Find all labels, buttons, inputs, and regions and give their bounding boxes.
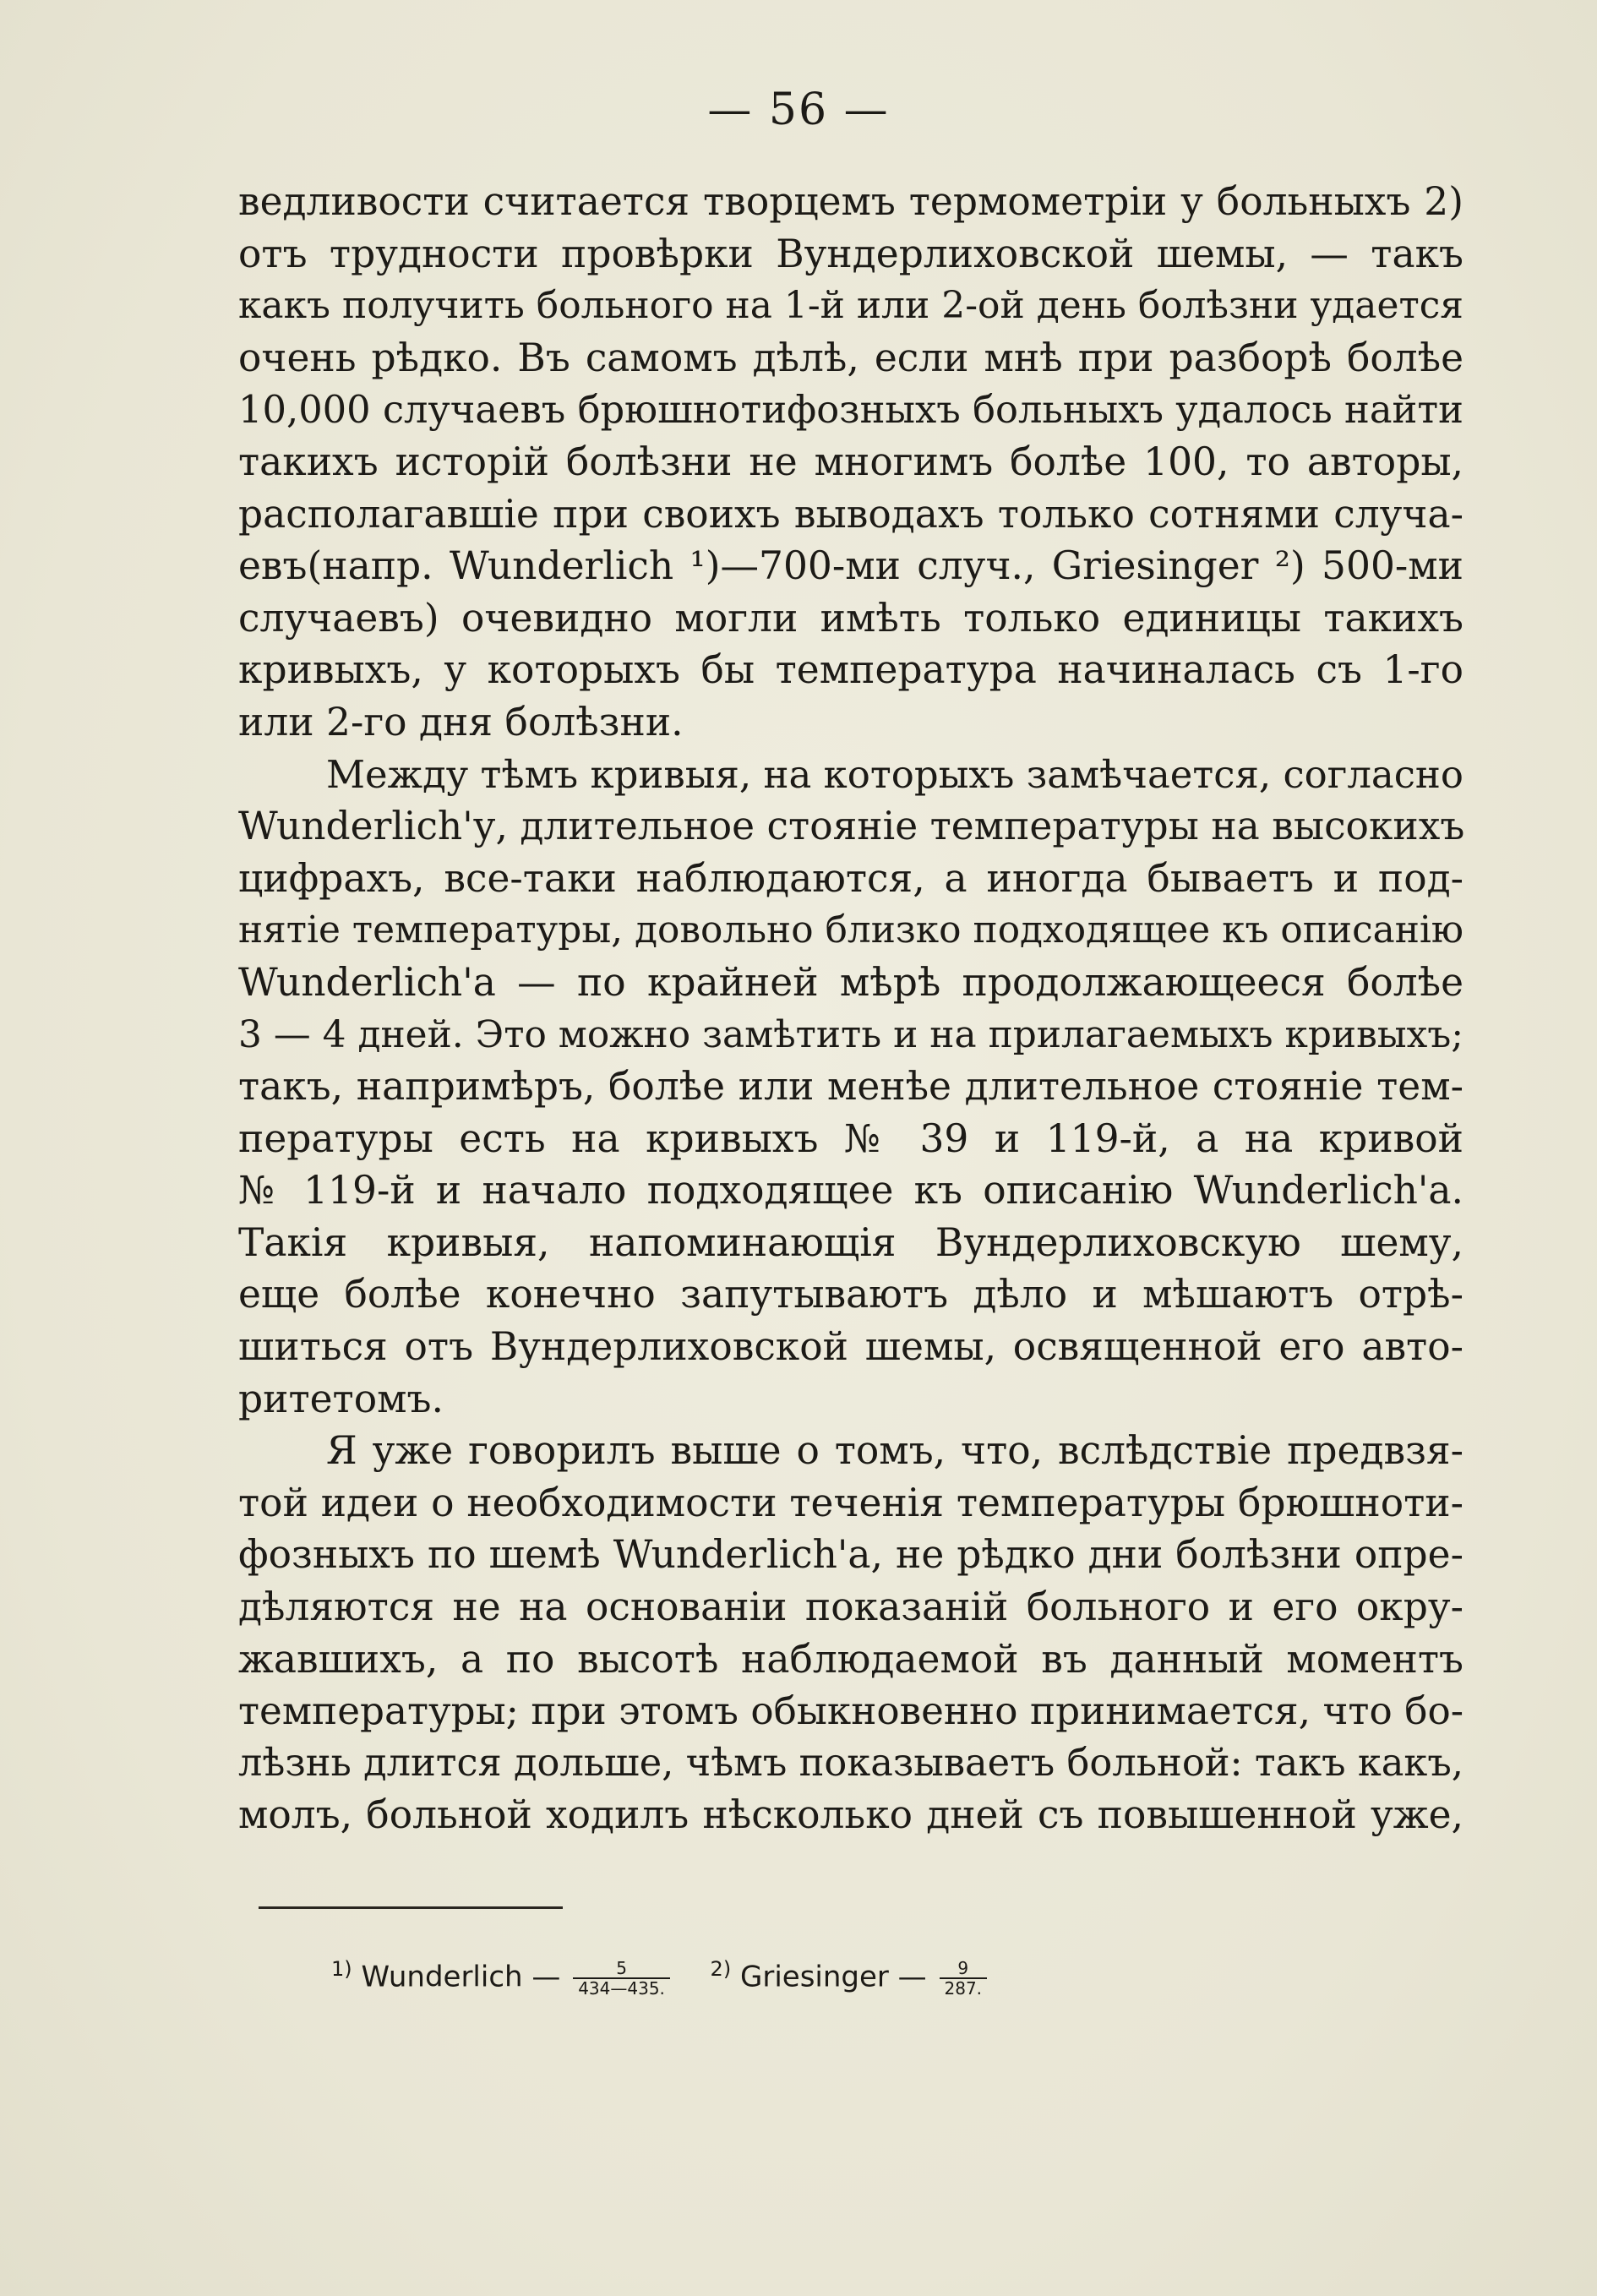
page-number: — 56 — xyxy=(707,85,890,135)
text-line: лѣзнь длится дольше, чѣмъ показываетъ больной: такъ какъ, xyxy=(238,1740,1463,1785)
text-line: отъ трудности провѣрки Вундерлиховской шемы, — такъ xyxy=(238,231,1463,276)
text-line: ведливости считается творцемъ термометріи у больныхъ 2) xyxy=(238,179,1463,224)
text-line: шиться отъ Вундерлиховской шемы, освященной его авто- xyxy=(238,1324,1463,1370)
text-line: цифрахъ, все-таки наблюдаются, а иногда бываетъ и под- xyxy=(238,855,1463,901)
text-line: или 2-го дня болѣзни. xyxy=(238,699,684,744)
footnote-marker: 2) xyxy=(710,1957,732,1981)
text-line: температуры; при этомъ обыкновенно принимается, что бо- xyxy=(238,1688,1463,1734)
footnote-fraction xyxy=(573,1959,670,1998)
text-line: нятіе температуры, довольно близко подходящее къ описанію xyxy=(238,908,1463,952)
text-line: какъ получить больного на 1-й или 2-ой день болѣзни удается xyxy=(238,284,1463,328)
fraction-numerator: 9 xyxy=(957,1957,969,1978)
footnote-divider xyxy=(259,1906,563,1909)
footnote-1 xyxy=(331,1944,673,2002)
text-line: очень рѣдко. Въ самомъ дѣлѣ, если мнѣ при разборѣ болѣе xyxy=(238,335,1463,380)
fraction-denominator: 434—435. xyxy=(573,1977,670,1998)
text-line: Wunderlich'a — по крайней мѣрѣ продолжающееся болѣе xyxy=(238,959,1463,1005)
footnote-marker: 1) xyxy=(331,1957,352,1981)
text-line: жавшихъ, а по высотѣ наблюдаемой въ данный моментъ xyxy=(238,1636,1463,1682)
text-line: еще болѣе конечно запутываютъ дѣло и мѣшаютъ отрѣ- xyxy=(238,1272,1463,1317)
text-line: кривыхъ, у которыхъ бы температура начиналась съ 1-го xyxy=(238,647,1463,693)
text-line: располагавшіе при своихъ выводахъ только сотнями случа- xyxy=(238,491,1463,537)
body-text xyxy=(238,176,1463,1841)
footnotes xyxy=(331,1944,990,2002)
text-line: 10,000 случаевъ брюшнотифозныхъ больныхъ удалось найти xyxy=(238,387,1463,433)
fraction-numerator: 5 xyxy=(616,1957,627,1978)
text-line: евъ(напр. Wunderlich ¹)—700-ми случ., Griesinger ²) 500-ми xyxy=(238,543,1463,589)
text-line: фозныхъ по шемѣ Wunderlich'a, не рѣдко дни болѣзни опре- xyxy=(238,1532,1463,1578)
text-line: такъ, напримѣръ, болѣе или менѣе длительное стояніе тем- xyxy=(238,1064,1463,1110)
fraction-denominator: 287. xyxy=(940,1977,988,1998)
text-line: Такія кривыя, напоминающія Вундерлиховскую шему, xyxy=(238,1219,1463,1265)
footnote-fraction xyxy=(940,1959,988,1998)
text-line: такихъ исторій болѣзни не многимъ болѣе 100, то авторы, xyxy=(238,439,1463,484)
text-line: Я уже говорилъ выше о томъ, что, вслѣдствіе предвзя- xyxy=(326,1428,1463,1474)
text-line: Между тѣмъ кривыя, на которыхъ замѣчается, согласно xyxy=(326,751,1463,797)
text-line: той идеи о необходимости теченія температуры брюшноти- xyxy=(238,1480,1463,1525)
text-line: молъ, больной ходилъ нѣсколько дней съ повышенной уже, xyxy=(238,1792,1463,1838)
text-line: 3 — 4 дней. Это можно замѣтить и на прилагаемыхъ кривыхъ; xyxy=(238,1012,1463,1056)
footnote-author: Griesinger — xyxy=(740,1960,927,1994)
text-line: случаевъ) очевидно могли имѣть только единицы такихъ xyxy=(238,595,1463,641)
text-line: № 119-й и начало подходящее къ описанію Wunderlich'a. xyxy=(238,1168,1463,1213)
text-line: ритетомъ. xyxy=(238,1376,444,1421)
text-line: Wunderlich'у, длительное стояніе температуры на высокихъ xyxy=(238,804,1465,849)
footnote-author: Wunderlich — xyxy=(361,1960,561,1994)
text-line: пературы есть на кривыхъ № 39 и 119-й, а на кривой xyxy=(238,1115,1463,1161)
footnote-2 xyxy=(711,1944,990,2002)
text-line: дѣляются не на основаніи показаній больного и его окру- xyxy=(238,1584,1463,1630)
